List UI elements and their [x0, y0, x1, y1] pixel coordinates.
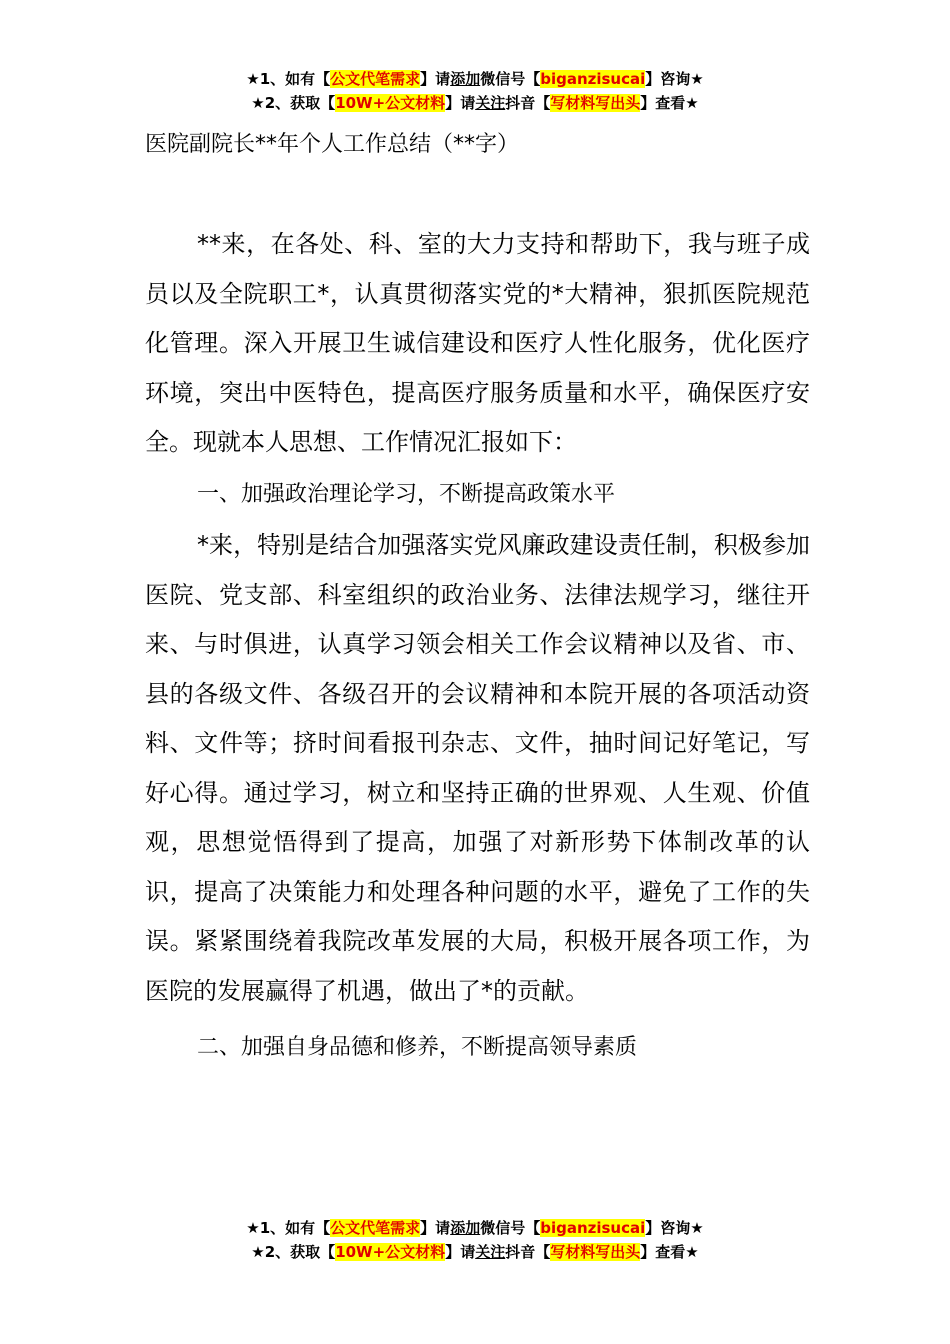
promo-highlight: 写材料写出头: [550, 1243, 641, 1261]
document-title: 医院副院长**年个人工作总结（**字）: [145, 132, 520, 157]
promo-underline: 关注: [475, 1243, 506, 1261]
document-body: [145, 220, 810, 1073]
promo-highlight: biganzisucai: [540, 70, 646, 88]
promo-text: 】查看★: [640, 1243, 699, 1261]
promo-line-1: [0, 1217, 950, 1241]
promo-text: 抖音【: [505, 94, 551, 112]
promo-text: 抖音【: [505, 1243, 551, 1261]
promo-text: 】请: [420, 70, 451, 88]
promo-text: ★2、获取【: [251, 94, 336, 112]
promo-text: 】请: [445, 94, 476, 112]
section-heading: 二、加强自身品德和修养，不断提高领导素质: [197, 1035, 638, 1060]
promo-underline: 添加: [450, 70, 481, 88]
header-promo-banner: [0, 68, 950, 116]
promo-highlight: 公文代笔需求: [330, 70, 421, 88]
promo-line-2: [0, 1241, 950, 1265]
promo-text: ★1、如有【: [246, 1219, 331, 1237]
promo-text: 】咨询★: [645, 1219, 704, 1237]
promo-text: 微信号【: [480, 70, 541, 88]
promo-underline: 添加: [450, 1219, 481, 1237]
body-paragraph: *来，特别是结合加强落实党风廉政建设责任制，积极参加医院、党支部、科室组织的政治业务、法律法规学习，继往开来、与时俱进，认真学习领会相关工作会议精神以及省、市、县的各级文件、各级召开的会议精神和本院开展的各项活动资料、文件等；挤时间看报刊杂志、文件，抽时间记好笔记，写好心得。通过学习，树立和坚持正确的世界观、人生观、价值观，思想觉悟得到了提高，加强了对新形势下体制改革的认识，提高了决策能力和处理各种问题的水平，避免了工作的失误。紧紧围绕着我院改革发展的大局，积极开展各项工作，为医院的发展赢得了机遇，做出了*的贡献。: [145, 531, 810, 1005]
promo-text: 微信号【: [480, 1219, 541, 1237]
promo-highlight: 10W+公文材料: [335, 1243, 446, 1261]
footer-promo-banner: [0, 1217, 950, 1265]
promo-text: ★1、如有【: [246, 70, 331, 88]
promo-highlight: 写材料写出头: [550, 94, 641, 112]
promo-highlight: 10W+公文材料: [335, 94, 446, 112]
promo-text: 】查看★: [640, 94, 699, 112]
body-paragraph: **来，在各处、科、室的大力支持和帮助下，我与班子成员以及全院职工*，认真贯彻落实党的*大精神，狠抓医院规范化管理。深入开展卫生诚信建设和医疗人性化服务，优化医疗环境，突出中医特色，提高医疗服务质量和水平，确保医疗安全。现就本人思想、工作情况汇报如下：: [145, 230, 810, 456]
promo-text: 】请: [420, 1219, 451, 1237]
promo-text: 】请: [445, 1243, 476, 1261]
promo-line-2: [0, 92, 950, 116]
promo-text: 】咨询★: [645, 70, 704, 88]
promo-highlight: 公文代笔需求: [330, 1219, 421, 1237]
section-heading: 一、加强政治理论学习，不断提高政策水平: [197, 481, 616, 507]
promo-line-1: [0, 68, 950, 92]
promo-underline: 关注: [475, 94, 506, 112]
promo-highlight: biganzisucai: [540, 1219, 646, 1237]
promo-text: ★2、获取【: [251, 1243, 336, 1261]
